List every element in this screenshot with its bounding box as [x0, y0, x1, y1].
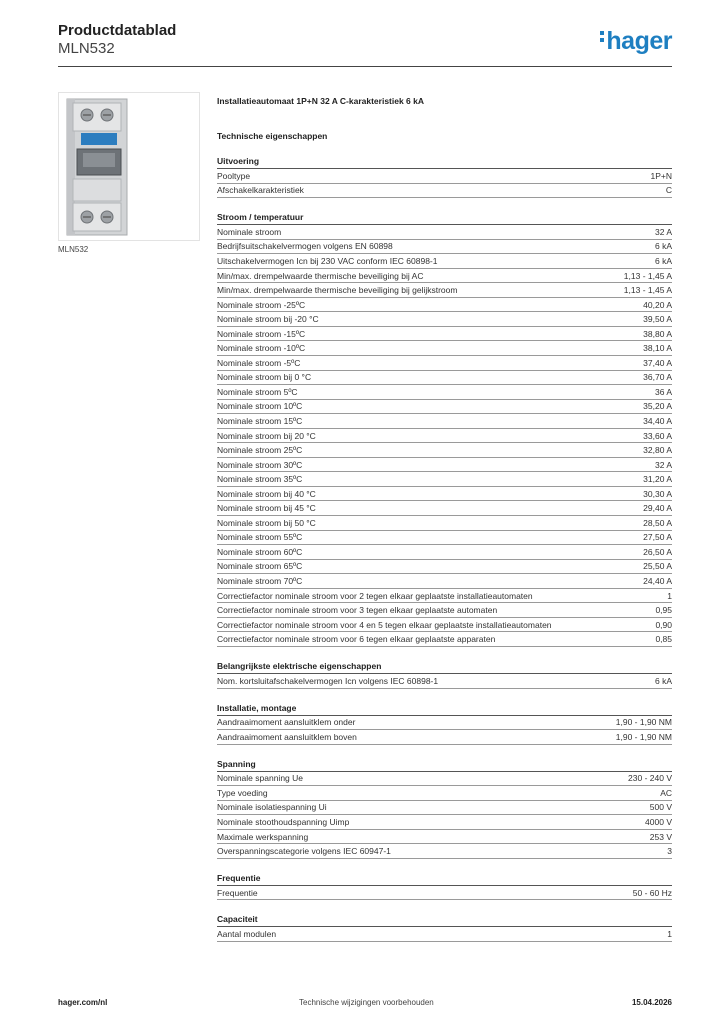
spec-value: C [665, 185, 672, 196]
spec-row [217, 927, 672, 942]
spec-label: Afschakelkarakteristiek [217, 185, 304, 196]
spec-row [217, 772, 672, 787]
spec-row [217, 815, 672, 830]
spec-label: Nominale stroom 15ºC [217, 415, 303, 426]
spec-value: 253 V [649, 831, 672, 842]
spec-row [217, 327, 672, 342]
spec-row [217, 371, 672, 386]
spec-label: Nominale stroom bij 0 °C [217, 372, 312, 383]
spec-label: Nominale stroom 65ºC [217, 561, 303, 572]
product-title: Installatieautomaat 1P+N 32 A C-karakteristiek 6 kA [217, 96, 425, 106]
spec-label: Correctiefactor nominale stroom voor 2 tegen elkaar geplaatste installatieautomaten [217, 590, 533, 601]
spec-value: 40,20 A [643, 299, 672, 310]
spec-value: 32,80 A [643, 445, 672, 456]
spec-value: 27,50 A [643, 532, 672, 543]
section-title: Uitvoering [217, 156, 672, 169]
product-code: MLN532 [58, 40, 115, 57]
spec-value: 50 - 60 Hz [632, 887, 672, 898]
spec-value: 38,10 A [643, 343, 672, 354]
spec-value: 6 kA [654, 241, 672, 252]
spec-value: 1,90 - 1,90 NM [615, 717, 672, 728]
spec-value: 6 kA [654, 255, 672, 266]
spec-section [217, 703, 672, 745]
spec-row [217, 545, 672, 560]
spec-sections [217, 156, 672, 942]
spec-label: Nominale stroom 55ºC [217, 532, 303, 543]
spec-value: 28,50 A [643, 517, 672, 528]
footer-date: 15.04.2026 [631, 998, 672, 1007]
section-title: Frequentie [217, 873, 672, 886]
spec-label: Nominale stroom -15ºC [217, 328, 306, 339]
spec-row [217, 632, 672, 647]
spec-value: 36,70 A [643, 372, 672, 383]
spec-value: 35,20 A [643, 401, 672, 412]
logo-dots-icon [600, 31, 604, 45]
spec-row [217, 429, 672, 444]
spec-label: Nominale stroom bij 20 °C [217, 430, 316, 441]
spec-value: 1 [667, 590, 672, 601]
spec-row [217, 618, 672, 633]
spec-row [217, 589, 672, 604]
logo-text: hager [606, 27, 672, 55]
spec-label: Frequentie [217, 887, 258, 898]
section-title: Spanning [217, 759, 672, 772]
spec-label: Nominale stroom 60ºC [217, 546, 303, 557]
spec-row [217, 240, 672, 255]
spec-row [217, 443, 672, 458]
spec-value: 36 A [654, 386, 672, 397]
spec-value: 25,50 A [643, 561, 672, 572]
spec-row [217, 385, 672, 400]
spec-value: 30,30 A [643, 488, 672, 499]
spec-row [217, 341, 672, 356]
spec-label: Nominale stroom 70ºC [217, 575, 303, 586]
circuit-breaker-icon [59, 93, 199, 240]
section-title: Belangrijkste elektrische eigenschappen [217, 661, 672, 674]
section-title: Capaciteit [217, 914, 672, 927]
spec-label: Nominale stroom 25ºC [217, 445, 303, 456]
spec-row [217, 225, 672, 240]
spec-value: 3 [667, 846, 672, 857]
footer-notice: Technische wijzigingen voorbehouden [299, 998, 434, 1007]
spec-value: 33,60 A [643, 430, 672, 441]
spec-value: 500 V [649, 802, 672, 813]
footer-website: hager.com/nl [58, 998, 108, 1007]
spec-value: 6 kA [654, 675, 672, 686]
document-title: Productdatablad [58, 22, 177, 39]
spec-value: 24,40 A [643, 575, 672, 586]
spec-section [217, 212, 672, 647]
spec-row [217, 801, 672, 816]
spec-label: Maximale werkspanning [217, 831, 309, 842]
spec-row [217, 674, 672, 689]
spec-row [217, 560, 672, 575]
spec-row [217, 487, 672, 502]
technical-properties-title: Technische eigenschappen [217, 131, 328, 141]
spec-value: 1P+N [650, 170, 672, 181]
spec-value: 1,90 - 1,90 NM [615, 731, 672, 742]
spec-label: Correctiefactor nominale stroom voor 4 en 5 tegen elkaar geplaatste installatieautomaten [217, 619, 552, 630]
spec-label: Nominale spanning Ue [217, 773, 303, 784]
spec-label: Correctiefactor nominale stroom voor 3 tegen elkaar geplaatste automaten [217, 605, 498, 616]
spec-label: Correctiefactor nominale stroom voor 6 tegen elkaar geplaatste apparaten [217, 634, 496, 645]
spec-label: Bedrijfsuitschakelvermogen volgens EN 60898 [217, 241, 393, 252]
spec-row [217, 298, 672, 313]
header-divider [58, 66, 672, 67]
spec-label: Uitschakelvermogen Icn bij 230 VAC conform IEC 60898-1 [217, 255, 438, 266]
spec-label: Nominale stoothoudspanning Uimp [217, 817, 350, 827]
spec-label: Nominale stroom -10ºC [217, 343, 306, 354]
spec-value: 31,20 A [643, 474, 672, 485]
spec-value: 1,13 - 1,45 A [623, 270, 672, 281]
spec-label: Aandraaimoment aansluitklem boven [217, 731, 357, 742]
spec-row [217, 730, 672, 745]
spec-value: 29,40 A [643, 503, 672, 514]
spec-row [217, 716, 672, 731]
spec-label: Nom. kortsluitafschakelvermogen Icn volgens IEC 60898-1 [217, 675, 439, 686]
spec-label: Overspanningscategorie volgens IEC 60947-1 [217, 846, 391, 857]
spec-row [217, 254, 672, 269]
spec-label: Nominale stroom bij 50 °C [217, 517, 316, 528]
spec-section [217, 156, 672, 198]
spec-label: Type voeding [217, 787, 268, 798]
spec-value: 37,40 A [643, 357, 672, 368]
spec-value: AC [660, 787, 672, 798]
spec-value: 230 - 240 V [628, 773, 672, 784]
spec-value: 26,50 A [643, 546, 672, 557]
spec-value: 32 A [654, 226, 672, 237]
spec-section [217, 759, 672, 859]
spec-label: Nominale isolatiespanning Ui [217, 802, 327, 813]
spec-label: Nominale stroom -5ºC [217, 357, 301, 368]
spec-value: 1 [667, 929, 672, 940]
spec-label: Nominale stroom bij 45 °C [217, 503, 316, 514]
spec-section [217, 873, 672, 901]
spec-value: 32 A [654, 459, 672, 470]
spec-label: Min/max. drempelwaarde thermische beveiliging bij gelijkstroom [217, 285, 458, 296]
spec-value: 1,13 - 1,45 A [623, 285, 672, 296]
section-title: Stroom / temperatuur [217, 212, 672, 225]
spec-row [217, 472, 672, 487]
spec-row [217, 269, 672, 284]
spec-row [217, 501, 672, 516]
spec-label: Nominale stroom 35ºC [217, 474, 303, 485]
spec-section [217, 661, 672, 689]
spec-row [217, 786, 672, 801]
specifications [217, 96, 672, 942]
spec-value: 38,80 A [643, 328, 672, 339]
spec-row [217, 458, 672, 473]
spec-row [217, 312, 672, 327]
spec-row [217, 516, 672, 531]
hager-logo [600, 27, 672, 55]
spec-label: Nominale stroom [217, 226, 282, 237]
section-title: Installatie, montage [217, 703, 672, 716]
spec-row [217, 356, 672, 371]
spec-row [217, 603, 672, 618]
spec-label: Aandraaimoment aansluitklem onder [217, 717, 356, 728]
spec-row [217, 830, 672, 845]
spec-row [217, 283, 672, 298]
spec-row [217, 531, 672, 546]
spec-row [217, 169, 672, 184]
spec-section [217, 914, 672, 942]
spec-row [217, 400, 672, 415]
spec-value: 4000 V [645, 817, 672, 827]
spec-value: 0,90 [655, 619, 672, 630]
spec-label: Nominale stroom 10ºC [217, 401, 303, 412]
image-caption: MLN532 [58, 245, 89, 254]
spec-row [217, 844, 672, 859]
spec-label: Min/max. drempelwaarde thermische beveiliging bij AC [217, 270, 424, 281]
spec-value: 0,95 [655, 605, 672, 616]
spec-label: Aantal modulen [217, 929, 277, 940]
spec-label: Nominale stroom bij -20 °C [217, 314, 319, 325]
spec-label: Nominale stroom bij 40 °C [217, 488, 316, 499]
spec-row [217, 574, 672, 589]
spec-value: 39,50 A [643, 314, 672, 325]
spec-label: Nominale stroom 5ºC [217, 386, 298, 397]
spec-label: Nominale stroom -25ºC [217, 299, 306, 310]
spec-label: Nominale stroom 30ºC [217, 459, 303, 470]
spec-value: 34,40 A [643, 415, 672, 426]
spec-row [217, 414, 672, 429]
spec-label: Pooltype [217, 170, 251, 181]
product-image [58, 92, 200, 241]
page-header [58, 22, 176, 58]
spec-row [217, 886, 672, 901]
spec-row [217, 184, 672, 199]
spec-value: 0,85 [655, 634, 672, 645]
